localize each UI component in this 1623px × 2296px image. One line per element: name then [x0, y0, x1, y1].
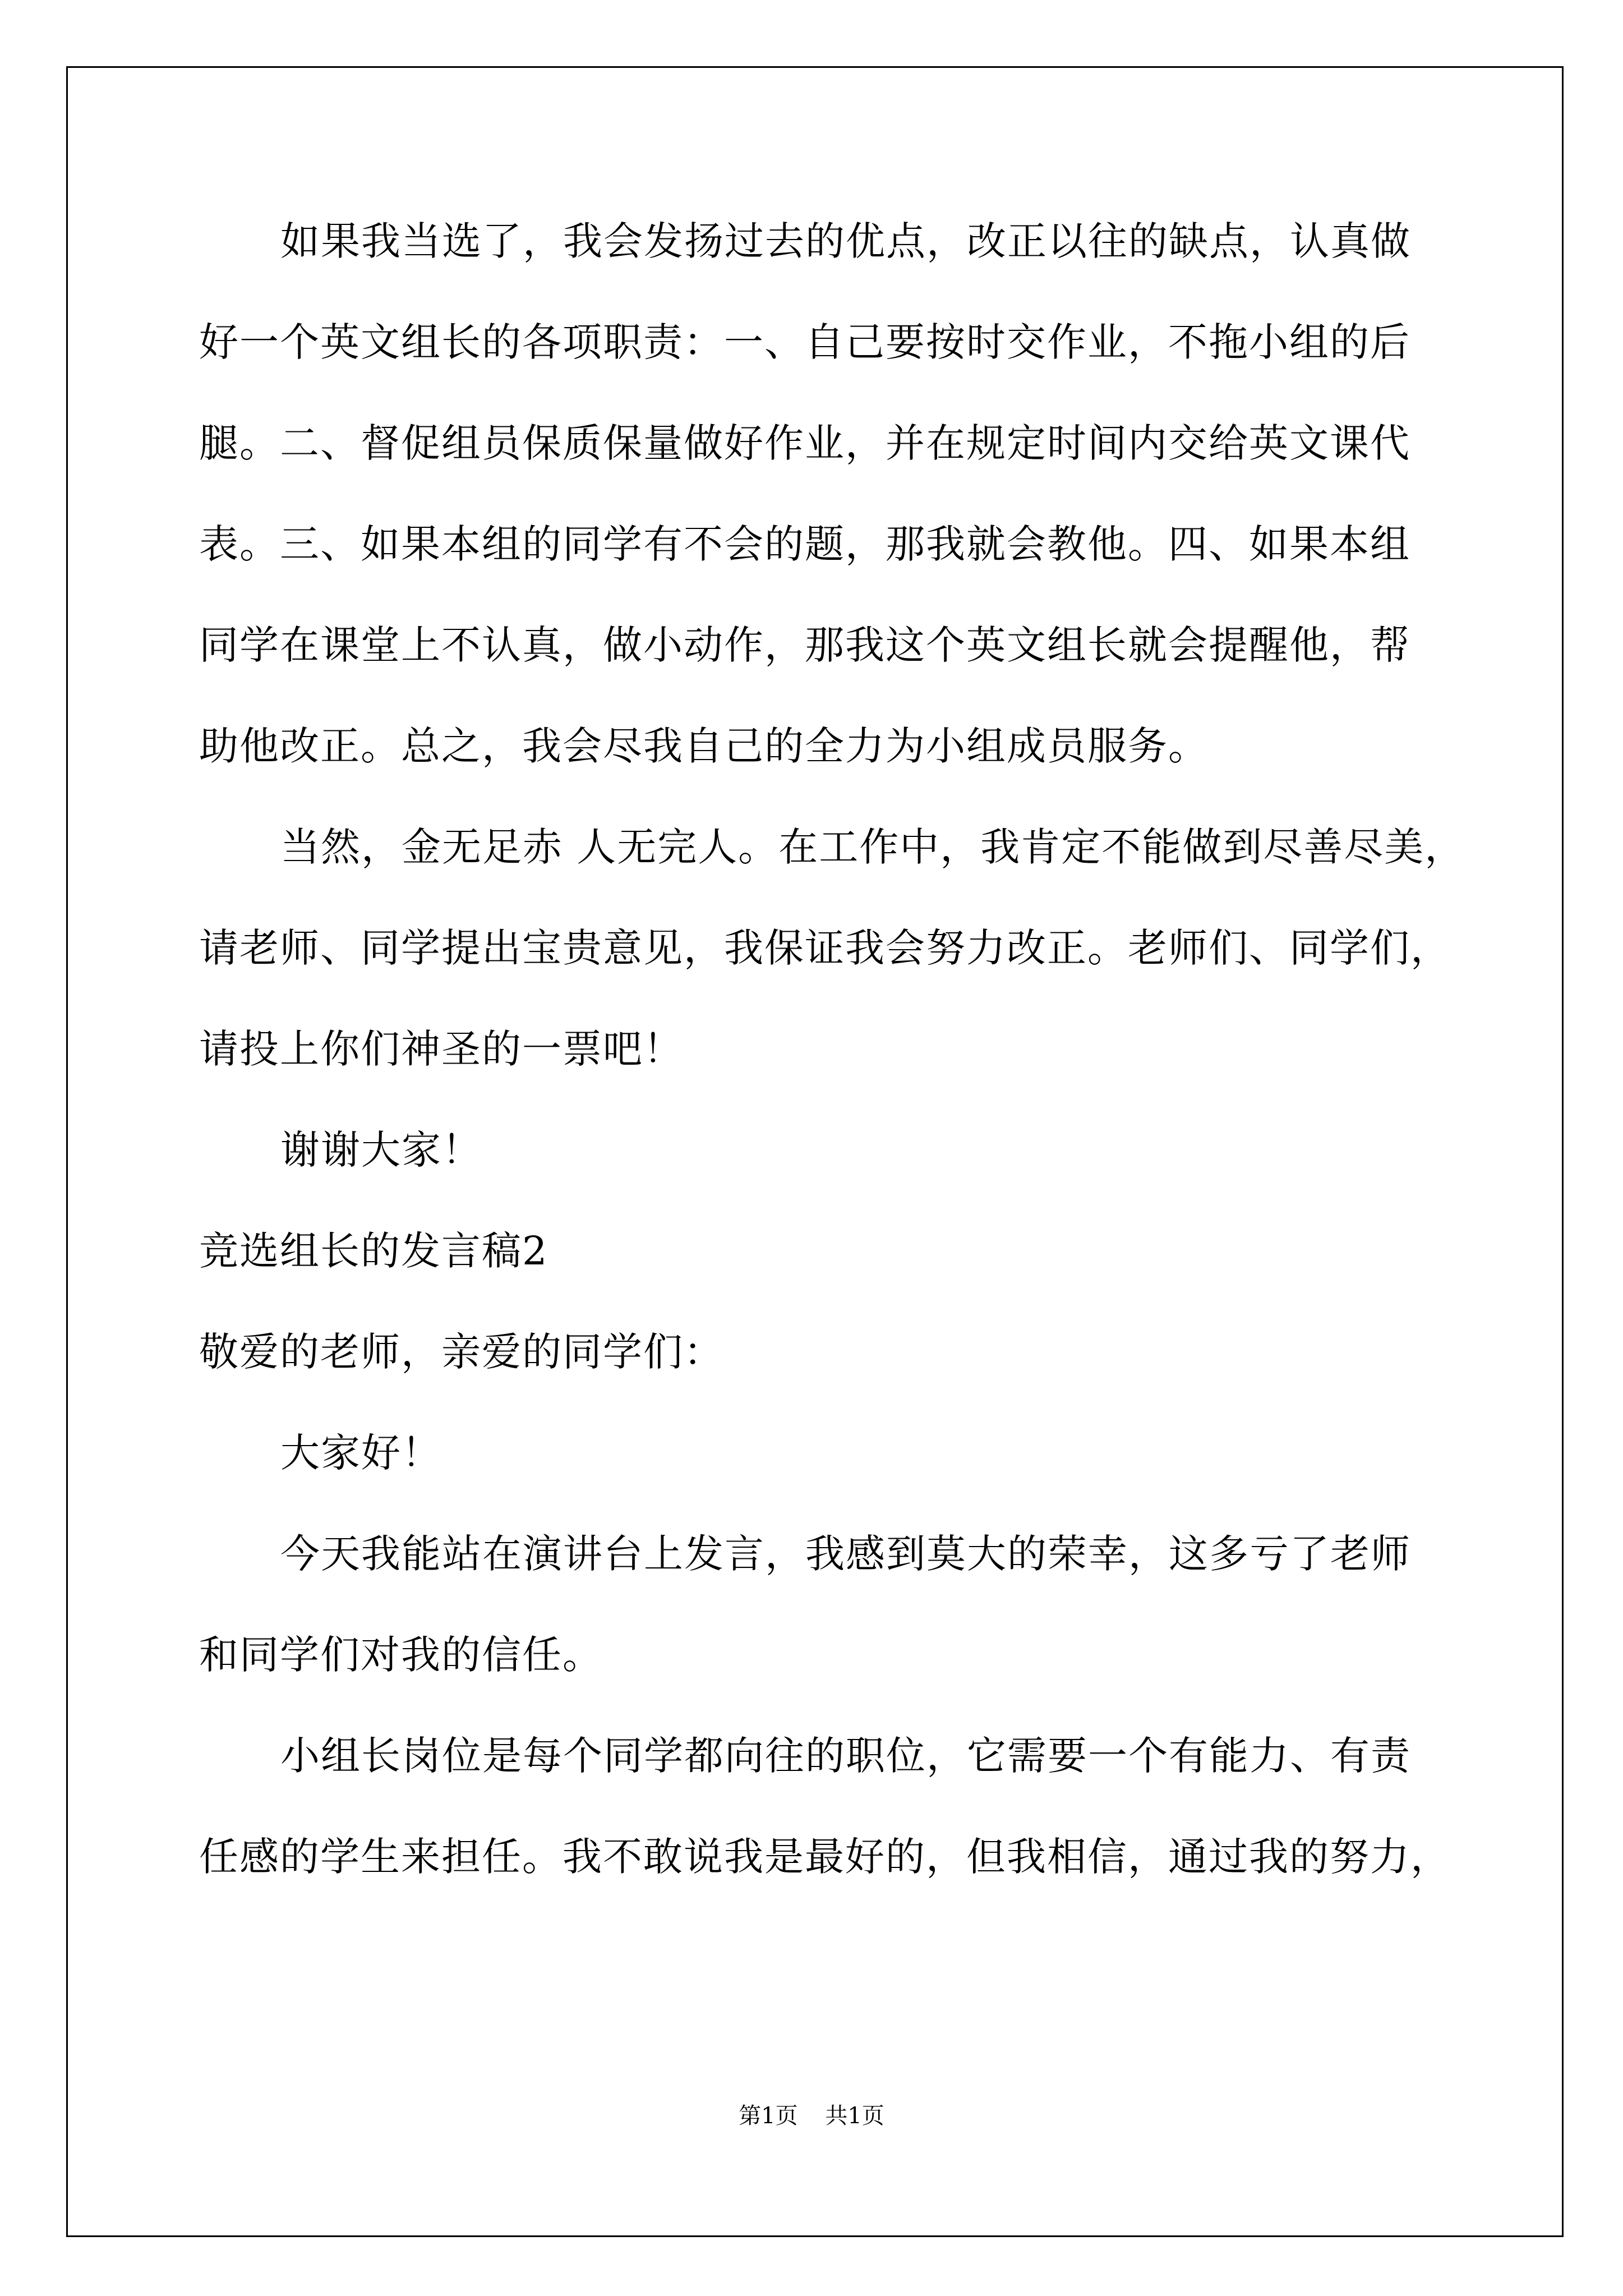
paragraph-line: 今天我能站在演讲台上发言，我感到莫大的荣幸，这多亏了老师 — [280, 1531, 1411, 1577]
closing-line: 谢谢大家！ — [280, 1127, 482, 1173]
greeting: 大家好！ — [280, 1430, 442, 1476]
paragraph-line: 表。三、如果本组的同学有不会的题，那我就会教他。四、如果本组 — [199, 521, 1410, 567]
paragraph-line: 请投上你们神圣的一票吧！ — [199, 1026, 684, 1072]
paragraph-line: 好一个英文组长的各项职责：一、自己要按时交作业，不拖小组的后 — [199, 319, 1410, 365]
paragraph-line: 同学在课堂上不认真，做小动作，那我这个英文组长就会提醒他，帮 — [199, 622, 1410, 668]
section-heading: 竞选组长的发言稿2 — [199, 1228, 548, 1274]
paragraph-line: 小组长岗位是每个同学都向往的职位，它需要一个有能力、有责 — [280, 1733, 1411, 1779]
paragraph-line: 任感的学生来担任。我不敢说我是最好的，但我相信，通过我的努力， — [199, 1834, 1451, 1880]
page-footer — [0, 2099, 1623, 2133]
paragraph-line: 助他改正。总之，我会尽我自己的全力为小组成员服务。 — [199, 723, 1209, 769]
salutation: 敬爱的老师，亲爱的同学们： — [199, 1329, 724, 1375]
paragraph-line: 和同学们对我的信任。 — [199, 1632, 603, 1678]
paragraph-line: 腿。二、督促组员保质保量做好作业，并在规定时间内交给英文课代 — [199, 420, 1410, 466]
paragraph-line: 请老师、同学提出宝贵意见，我保证我会努力改正。老师们、同学们， — [199, 925, 1451, 971]
paragraph-line: 如果我当选了，我会发扬过去的优点，改正以往的缺点，认真做 — [280, 218, 1411, 264]
paragraph-line: 当然，金无足赤 人无完人。在工作中，我肯定不能做到尽善尽美， — [280, 824, 1465, 870]
page-total: 共1页 — [825, 2103, 884, 2129]
page-number: 第1页 — [739, 2103, 798, 2129]
